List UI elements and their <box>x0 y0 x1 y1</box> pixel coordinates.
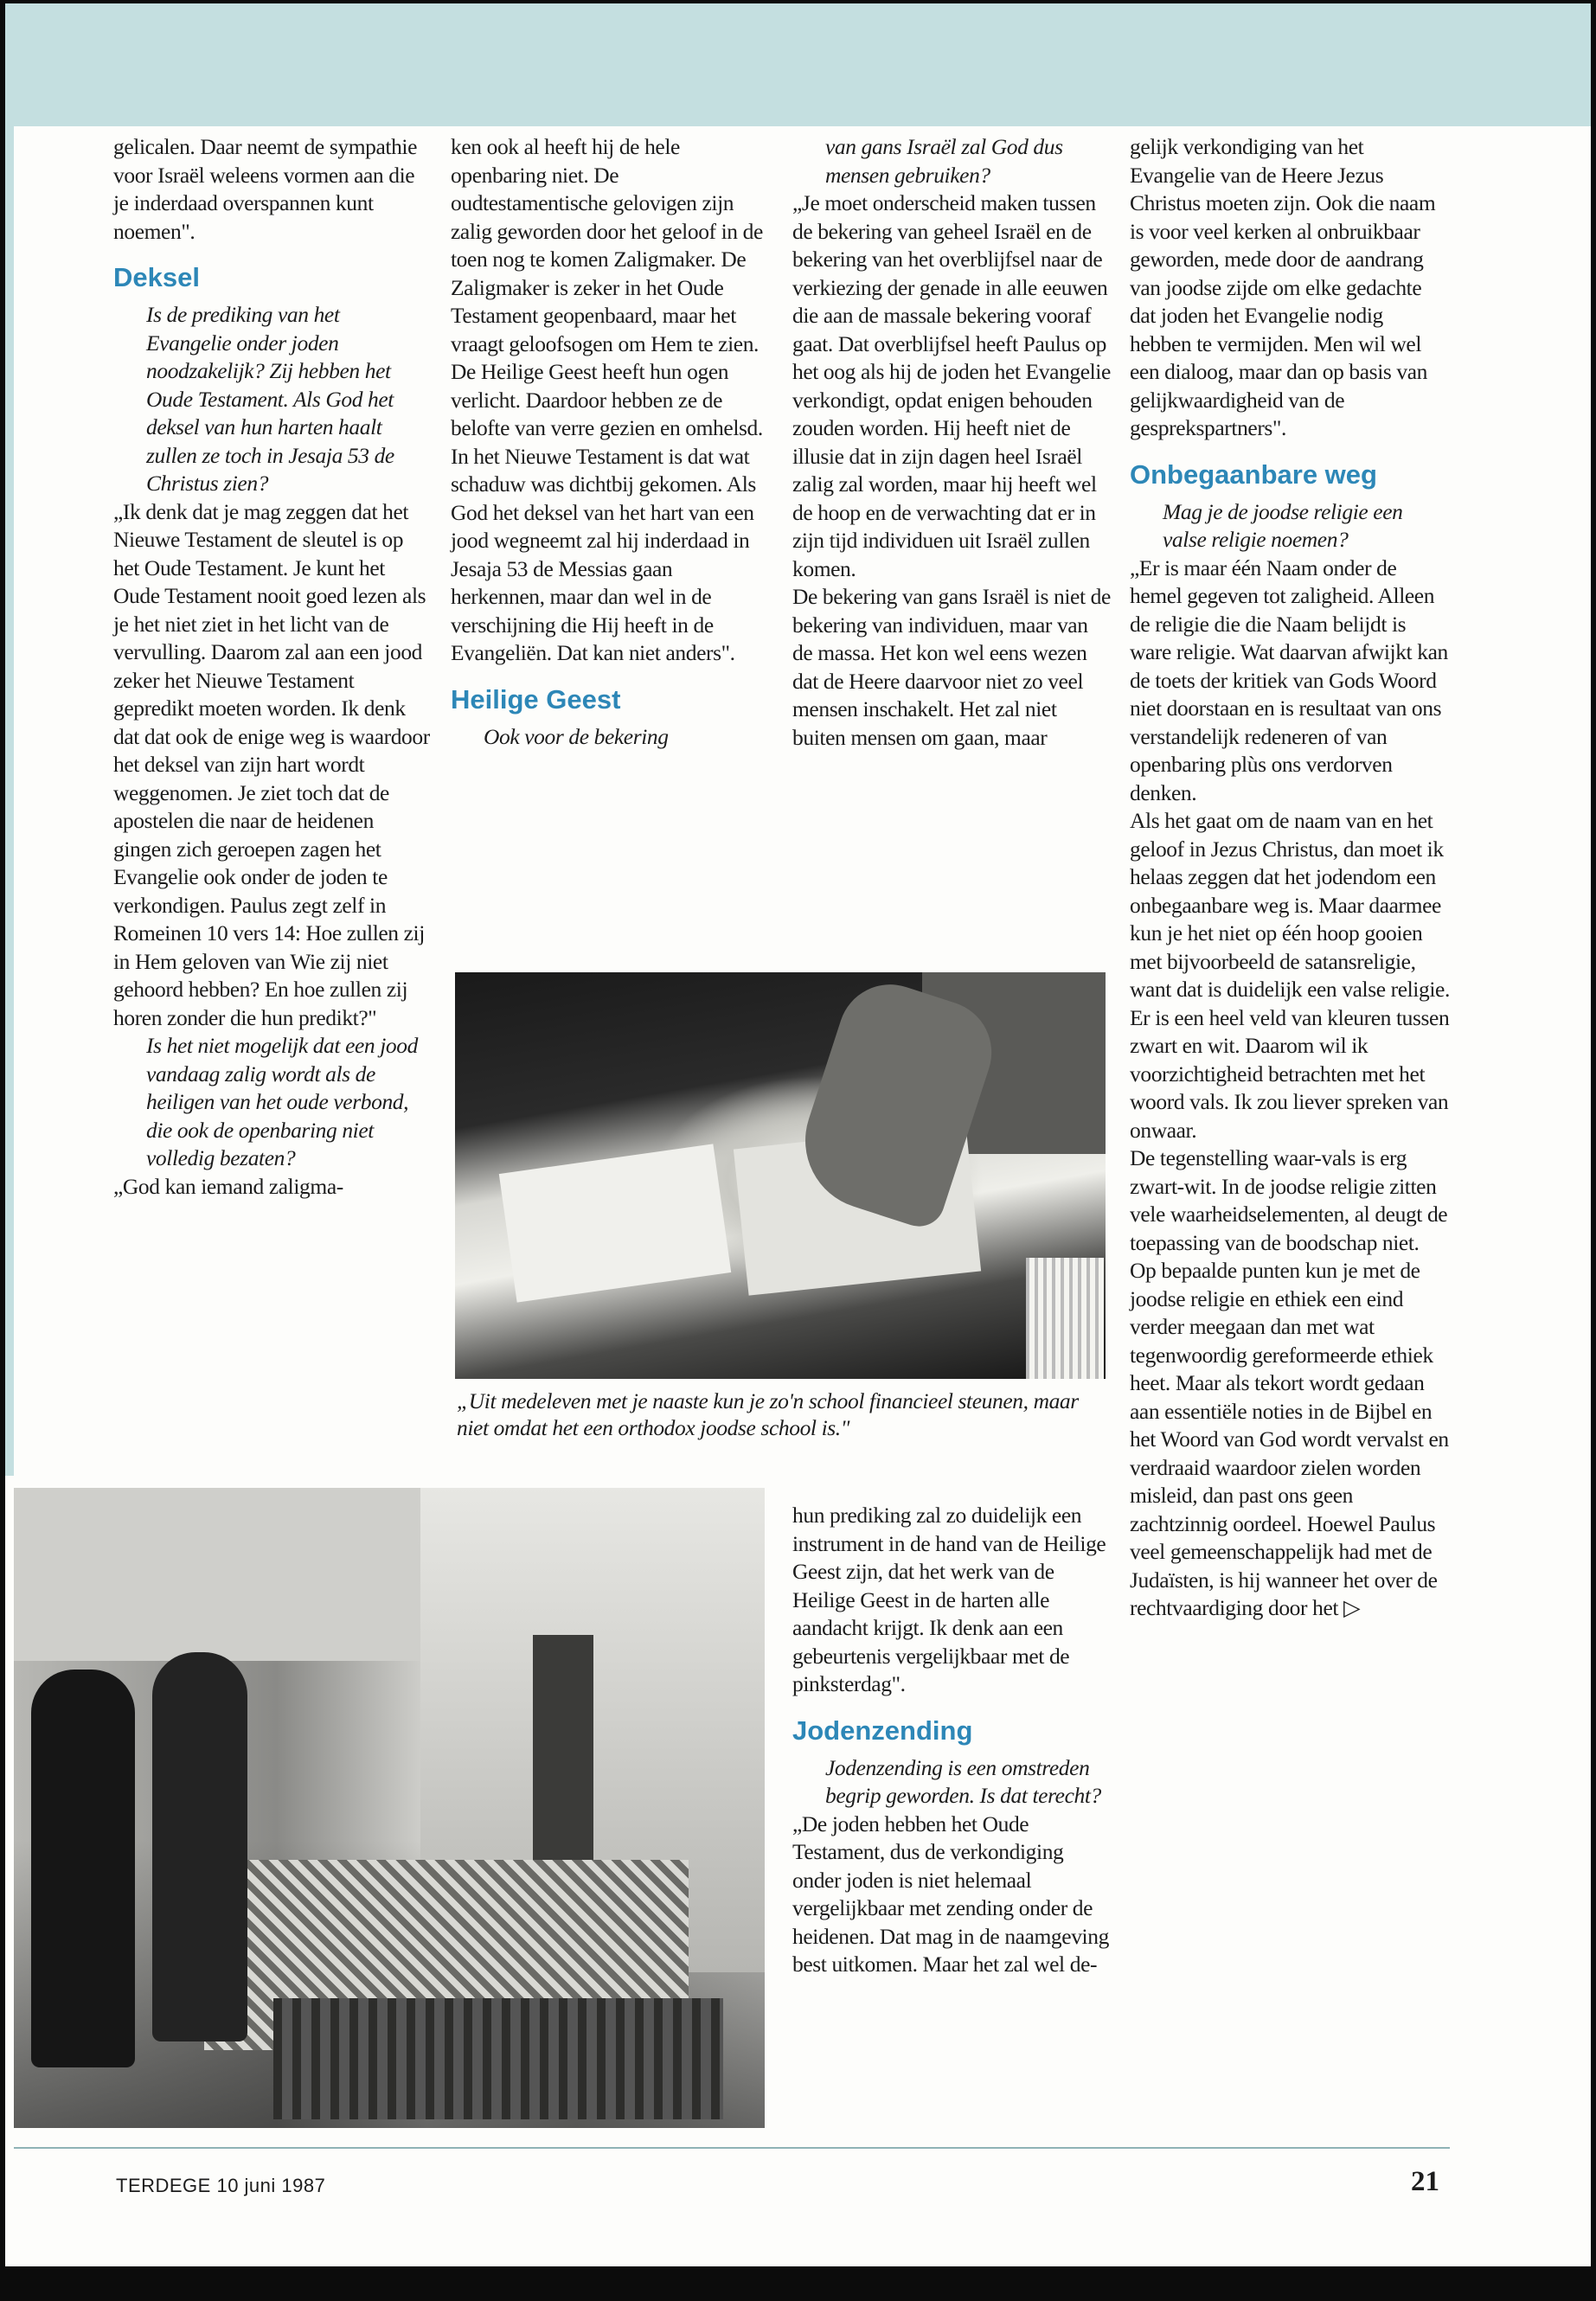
photo-caption <box>457 1388 1097 1441</box>
photo-books-hand <box>455 972 1106 1379</box>
paragraph: De bekering van gans Israël is niet de bekering van individuen, maar van de massa. Het kon wel eens wezen dat de Heere daarvoor niet zo veel mensen inschakelt. Het zal niet buiten mensen om gaan, maar <box>792 584 1111 750</box>
photo-market-street <box>14 1488 765 2128</box>
paragraph: gelicalen. Daar neemt de sympathie voor Israël weleens vormen aan die je inderdaad overspannen kunt noemen". <box>113 134 418 244</box>
paragraph: „God kan iemand zaligma- <box>113 1173 343 1199</box>
caption-text: „Uit medeleven met je naaste kun je zo'n school financieel steunen, maar niet omdat het een orthodox joodse school is." <box>457 1388 1079 1440</box>
publication-footer: TERDEGE 10 juni 1987 <box>116 2175 326 2196</box>
paragraph: ken ook al heeft hij de hele openbaring niet. De oudtestamentische gelovigen zijn zalig geworden door het geloof in de toen nog te komen Zaligmaker. De Zaligmaker is zeker in het Oude Testament geopenbaard, maar het vraagt geloofsogen om Hem te zien. De Heilige Geest heeft hun ogen verlicht. Daardoor hebben ze de belofte van verre gezien en omhelsd. In het Nieuwe Testament is dat wat schaduw was dichtbij gekomen. Als God het deksel van het hart van een jood wegneemt zal hij inderdaad in Jesaja 53 de Messias gaan herkennen, maar dan wel in de verschijning die Hij heeft in de Evangeliën. Dat kan niet anders". <box>451 134 763 665</box>
left-color-band <box>5 126 14 1476</box>
paragraph: „Er is maar één Naam onder de hemel gegeven tot zaligheid. Alleen de religie die die Naam belijdt is ware religie. Wat daarvan afwijkt kan de toets der kritiek van Gods Woord niet doorstaan en is resultaat van ons verstandelijk redeneren of van openbaring plùs ons verdorven denken. <box>1130 554 1448 805</box>
photo-person <box>152 1652 247 2041</box>
interview-question: Jodenzending is een omstreden begrip geworden. Is dat terecht? <box>825 1754 1101 1808</box>
paragraph: Als het gaat om de naam van en het geloof in Jezus Christus, dan moet ik helaas zeggen dat het jodendom een onbegaanbare weg is. Maar daarmee kun je het niet op één hoop gooien met bijvoorbeeld de satansreligie, want dat is duidelijk een valse religie. Er is een heel veld van kleuren tussen zwart en wit. Daarom wil ik voorzichtigheid betrachten met het woord vals. Ik zou liever spreken van onwaar. <box>1130 808 1450 1143</box>
subheading-deksel: Deksel <box>113 262 200 292</box>
interview-question: Mag je de joodse religie een valse religie noemen? <box>1163 498 1403 552</box>
paragraph: „Je moet onderscheid maken tussen de bekering van geheel Israël en de bekering van het overblijfsel naar de verkiezing der genade in alle eeuwen die aan de massale bekering vooraf gaat. Dat overblijfsel heeft Paulus op het oog als hij de joden het Evangelie verkondigt, opdat enigen behouden zouden worden. Hij heeft niet de illusie dat in zijn dagen heel Israël zalig zal worden, maar hij heeft wel de hoop en de verwachting dat er in zijn tijd individuen uit Israël zullen komen. <box>792 190 1111 581</box>
footer-rule <box>14 2147 1450 2149</box>
paragraph: „De joden hebben het Oude Testament, dus de verkondiging onder joden is niet helemaal vergelijkbaar met zending onder de heidenen. Dat mag in de naamgeving best uitkomen. Maar het zal wel de- <box>792 1811 1109 1977</box>
photo-archway <box>14 1488 420 1661</box>
paragraph: hun prediking zal zo duidelijk een instrument in de hand van de Heilige Geest zijn, dat het werk van de Heilige Geest in de harten alle aandacht krijgt. Ik denk aan een gebeurtenis vergelijkbaar met de pinksterdag". <box>792 1503 1106 1696</box>
photo-crates <box>273 1998 723 2119</box>
paragraph: De tegenstelling waar-vals is erg zwart-wit. In de joodse religie zitten vele waarheidselementen, al deugt de toepassing van de boodschap niet. Op bepaalde punten kun je met de joodse religie en ethiek een eind verder meegaan dan met wat tegenwoordig gereformeerde ethiek heet. Maar als tekort wordt gedaan aan essentiële noties in de Bijbel en het Woord van God wordt vervalst en verdraaid waardoor zielen worden misleid, dan past ons geen zachtzinnig oordeel. Hoewel Paulus veel gemeenschappelijk had met de Judaïsten, is hij wanneer het over de rechtvaardiging door het ▷ <box>1130 1145 1449 1620</box>
photo-person-hat <box>31 1670 135 2067</box>
subheading-heilige-geest: Heilige Geest <box>451 683 621 715</box>
page-number: 21 <box>1411 2166 1439 2197</box>
column-3 <box>792 133 1112 752</box>
photo-book-left <box>499 1144 731 1302</box>
column-1 <box>113 133 433 1201</box>
paragraph: gelijk verkondiging van het Evangelie van de Heere Jezus Christus moeten zijn. Ook die naam is voor veel kerken al onbruikbaar geworden, mede door de aandrang van joodse zijde om elke gedachte dat joden het Evangelie nodig hebben te vermijden. Men wil wel een dialoog, maar dan op basis van gelijkwaardigheid van de gesprekspartners". <box>1130 134 1436 440</box>
interview-question: van gans Israël zal God dus mensen gebruiken? <box>825 134 1063 188</box>
paragraph: „Ik denk dat je mag zeggen dat het Nieuwe Testament de sleutel is op het Oude Testament. Je kunt het Oude Testament nooit goed lezen als je het niet ziet in het licht van de vervulling. Daarom zal aan een jood zeker het Nieuwe Testament gepredikt moeten worden. Ik denk dat dat ook de enige weg is waardoor het deksel van zijn hart wordt weggenomen. Je ziet toch dat de apostelen die naar de heidenen gingen zich geroepen zagen het Evangelie ook onder de joden te verkondigen. Paulus zegt zelf in Romeinen 10 vers 14: Hoe zullen zij in Hem geloven van Wie zij niet gehoord hebben? En hoe zullen zij horen zonder die hun predikt?" <box>113 498 430 1030</box>
magazine-page <box>5 3 1591 2287</box>
column-2 <box>451 133 771 751</box>
column-4 <box>1130 133 1450 1623</box>
interview-question: Is het niet mogelijk dat een jood vandaag zalig wordt als de heiligen van het oude verbond, die ook de openbaring niet volledig bezaten? <box>146 1033 418 1170</box>
interview-question: Is de prediking van het Evangelie onder joden noodzakelijk? Zij hebben het Oude Testament. Als God het deksel van hun harten haalt zullen ze toch in Jesaja 53 de Christus zien? <box>146 302 394 496</box>
bottom-scan-edge <box>5 2266 1591 2287</box>
photo-notebook <box>1026 1258 1104 1379</box>
subheading-onbegaanbare-weg: Onbegaanbare weg <box>1130 458 1377 490</box>
interview-question: Ook voor de bekering <box>484 723 669 749</box>
column-3-lower <box>792 1502 1112 1979</box>
photo-window <box>533 1635 593 1860</box>
top-color-band <box>5 3 1591 126</box>
subheading-jodenzending: Jodenzending <box>792 1715 973 1746</box>
